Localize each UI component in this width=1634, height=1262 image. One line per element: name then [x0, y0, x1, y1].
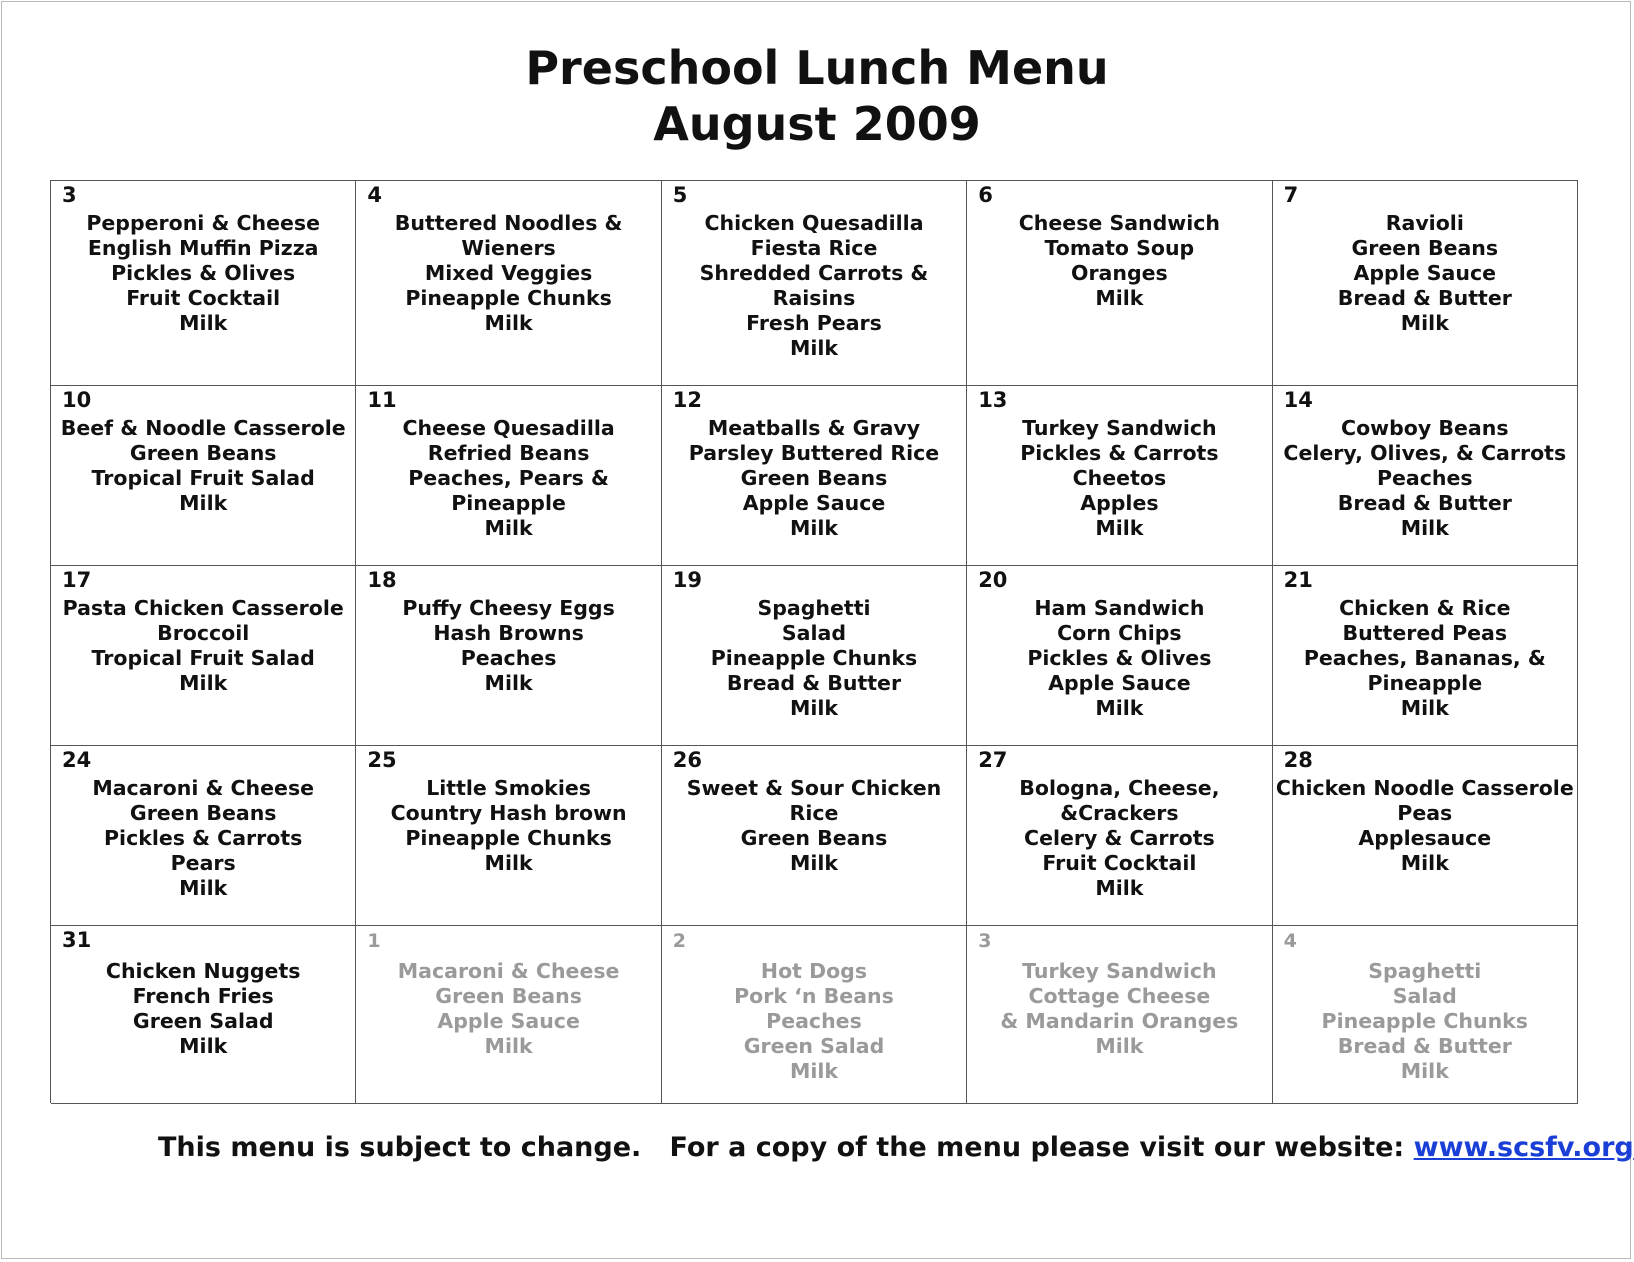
calendar-day — [1273, 386, 1578, 566]
menu-item: Milk — [1400, 311, 1449, 335]
menu-item: Milk — [484, 516, 533, 540]
day-number: 19 — [672, 568, 703, 592]
menu-item: Pork ‘n Beans — [734, 984, 894, 1008]
menu-item: Pepperoni & Cheese — [86, 211, 321, 235]
footer-text: This menu is subject to change. For a copy of the menu please visit our website: — [158, 1132, 1414, 1163]
menu-item: Country Hash brown — [390, 801, 627, 825]
menu-item: Ham Sandwich — [1034, 596, 1205, 620]
menu-item: Apple Sauce — [1353, 261, 1497, 285]
menu-item: Spaghetti — [757, 596, 871, 620]
calendar-day — [662, 746, 967, 926]
menu-item: Milk — [1400, 696, 1449, 720]
menu-item: Pineapple — [1367, 671, 1483, 695]
menu-item: Milk — [484, 671, 533, 695]
menu-item: Puffy Cheesy Eggs — [402, 596, 615, 620]
calendar-day — [967, 181, 1272, 386]
menu-item: Parsley Buttered Rice — [688, 441, 940, 465]
menu-item: Cheese Quesadilla — [402, 416, 615, 440]
calendar-day — [51, 181, 356, 386]
menu-item: Fresh Pears — [746, 311, 882, 335]
calendar-day — [662, 386, 967, 566]
menu-item: Pears — [170, 851, 236, 875]
menu-item: Bologna, Cheese, — [1019, 776, 1220, 800]
menu-item: Bread & Butter — [1337, 1034, 1512, 1058]
menu-items — [51, 596, 355, 696]
calendar-day-next-month — [662, 926, 967, 1104]
menu-items — [1273, 416, 1577, 541]
menu-item: Peaches — [460, 646, 557, 670]
day-number: 20 — [978, 568, 1008, 592]
day-number: 6 — [978, 183, 993, 207]
menu-item: Milk — [789, 516, 839, 540]
menu-item: Milk — [1400, 1059, 1449, 1083]
menu-item: Hash Browns — [433, 621, 584, 645]
footer-note — [158, 1134, 1634, 1161]
menu-item: Green Beans — [435, 984, 582, 1008]
menu-item: Wieners — [461, 236, 556, 260]
menu-item: Tropical Fruit Salad — [91, 646, 315, 670]
menu-item: Apples — [1080, 491, 1159, 515]
menu-item: Chicken & Rice — [1339, 596, 1511, 620]
menu-item: Milk — [179, 311, 228, 335]
menu-item: Little Smokies — [426, 776, 591, 800]
menu-item: Fiesta Rice — [750, 236, 878, 260]
website-link[interactable]: www.scsfv.org — [1413, 1132, 1634, 1163]
menu-item: Green Beans — [740, 466, 888, 490]
menu-item: Turkey Sandwich — [1022, 959, 1217, 983]
calendar-day-next-month — [1273, 926, 1578, 1104]
menu-item: Milk — [1095, 516, 1144, 540]
menu-item: Beef & Noodle Casserole — [60, 416, 346, 440]
menu-item: Milk — [179, 1034, 228, 1058]
page-title: Preschool Lunch Menu — [525, 41, 1109, 95]
menu-item: Peas — [1397, 801, 1453, 825]
calendar-day-next-month — [967, 926, 1272, 1104]
menu-item: Green Salad — [132, 1009, 274, 1033]
menu-item: Applesauce — [1358, 826, 1492, 850]
menu-items — [1273, 596, 1577, 721]
menu-item: Apple Sauce — [1048, 671, 1191, 695]
menu-item: Cowboy Beans — [1341, 416, 1509, 440]
menu-item: Milk — [1095, 696, 1144, 720]
menu-item: Milk — [1400, 851, 1449, 875]
menu-item: Oranges — [1071, 261, 1168, 285]
menu-items — [1273, 959, 1577, 1084]
menu-item: Sweet & Sour Chicken — [686, 776, 942, 800]
menu-item: Macaroni & Cheese — [92, 776, 315, 800]
calendar-day — [967, 386, 1272, 566]
menu-item: Milk — [1400, 516, 1449, 540]
calendar-day — [967, 746, 1272, 926]
menu-items — [356, 959, 660, 1059]
menu-item: Pineapple — [451, 491, 566, 515]
menu-item: Pasta Chicken Casserole — [62, 596, 344, 620]
menu-item: Cheese Sandwich — [1018, 211, 1221, 235]
menu-item: Spaghetti — [1368, 959, 1482, 983]
menu-items — [51, 776, 355, 901]
menu-item: Milk — [1095, 1034, 1144, 1058]
day-number: 4 — [367, 183, 383, 207]
menu-item: Chicken Noodle Casserole — [1275, 776, 1574, 800]
menu-items — [662, 959, 966, 1084]
menu-item: Cheetos — [1072, 466, 1167, 490]
menu-item: Milk — [484, 851, 533, 875]
menu-item: Salad — [781, 621, 847, 645]
menu-item: Pickles & Carrots — [104, 826, 303, 850]
menu-item: Mixed Veggies — [424, 261, 593, 285]
day-number: 2 — [672, 930, 687, 952]
day-number: 4 — [1283, 930, 1297, 952]
calendar-day — [356, 746, 661, 926]
menu-items — [967, 776, 1271, 901]
menu-item: Peaches — [766, 1009, 862, 1033]
menu-item: Tomato Soup — [1044, 236, 1195, 260]
menu-item: Milk — [789, 1059, 839, 1083]
menu-item: Milk — [179, 876, 228, 900]
menu-item: Corn Chips — [1057, 621, 1182, 645]
menu-items — [1273, 211, 1577, 336]
menu-item: Buttered Peas — [1342, 621, 1508, 645]
calendar-day — [51, 386, 356, 566]
menu-item: Milk — [484, 1034, 533, 1058]
menu-item: Milk — [789, 851, 839, 875]
calendar-day — [356, 566, 661, 746]
day-number: 3 — [62, 183, 77, 207]
calendar-day — [51, 926, 356, 1104]
menu-item: Bread & Butter — [1337, 286, 1512, 310]
menu-item: Tropical Fruit Salad — [91, 466, 315, 490]
menu-item: Meatballs & Gravy — [707, 416, 921, 440]
calendar-day — [662, 181, 967, 386]
menu-calendar — [50, 180, 1578, 1103]
menu-item: Rice — [789, 801, 839, 825]
menu-item: Milk — [789, 696, 839, 720]
menu-item: Milk — [1095, 876, 1144, 900]
calendar-day — [1273, 181, 1578, 386]
day-number: 10 — [62, 388, 92, 412]
menu-item: Cottage Cheese — [1028, 984, 1211, 1008]
menu-item: Macaroni & Cheese — [397, 959, 620, 983]
menu-item: Peaches, Bananas, & — [1303, 646, 1546, 670]
menu-item: Refried Beans — [427, 441, 590, 465]
menu-item: Pickles & Olives — [1027, 646, 1212, 670]
menu-item: Celery, Olives, & Carrots — [1283, 441, 1567, 465]
menu-item: Peaches, Pears & — [408, 466, 609, 490]
menu-item: Hot Dogs — [760, 959, 868, 983]
menu-item: Milk — [484, 311, 533, 335]
calendar-day — [51, 566, 356, 746]
menu-items — [662, 596, 966, 721]
menu-item: & Mandarin Oranges — [1000, 1009, 1239, 1033]
menu-items — [662, 416, 966, 541]
menu-item: Chicken Nuggets — [105, 959, 301, 983]
menu-item: Raisins — [772, 286, 856, 310]
calendar-day — [1273, 746, 1578, 926]
menu-item: Pineapple Chunks — [1321, 1009, 1529, 1033]
menu-item: Broccoil — [157, 621, 250, 645]
menu-item: Apple Sauce — [437, 1009, 580, 1033]
day-number: 17 — [62, 568, 92, 592]
menu-item: Apple Sauce — [742, 491, 886, 515]
menu-items — [356, 776, 660, 876]
day-number: 7 — [1283, 183, 1299, 207]
day-number: 27 — [978, 748, 1008, 772]
day-number: 18 — [367, 568, 397, 592]
menu-item: Fruit Cocktail — [126, 286, 281, 310]
menu-items — [662, 211, 966, 361]
menu-item: Peaches — [1376, 466, 1473, 490]
menu-item: &Crackers — [1060, 801, 1179, 825]
day-number: 14 — [1283, 388, 1313, 412]
menu-item: Turkey Sandwich — [1022, 416, 1217, 440]
menu-item: Shredded Carrots & — [699, 261, 929, 285]
menu-item: Pineapple Chunks — [405, 286, 612, 310]
day-number: 5 — [672, 183, 688, 207]
menu-item: Chicken Quesadilla — [704, 211, 924, 235]
calendar-day — [662, 566, 967, 746]
menu-item: Pickles & Carrots — [1020, 441, 1219, 465]
menu-item: Milk — [789, 336, 839, 360]
menu-item: Buttered Noodles & — [394, 211, 623, 235]
day-number: 3 — [978, 930, 992, 952]
menu-item: Ravioli — [1385, 211, 1464, 235]
menu-item: English Muffin Pizza — [87, 236, 319, 260]
menu-item: Salad — [1392, 984, 1457, 1008]
day-number: 24 — [62, 748, 92, 772]
menu-item: Green Beans — [1351, 236, 1499, 260]
day-number: 21 — [1283, 568, 1313, 592]
menu-item: Milk — [179, 671, 228, 695]
menu-items — [356, 596, 660, 696]
calendar-day — [356, 386, 661, 566]
menu-items — [51, 959, 355, 1059]
menu-items — [51, 211, 355, 336]
menu-item: Green Beans — [740, 826, 888, 850]
day-number: 12 — [672, 388, 703, 412]
menu-items — [356, 211, 660, 336]
menu-item: Pineapple Chunks — [710, 646, 918, 670]
calendar-day — [356, 181, 661, 386]
menu-items — [356, 416, 660, 541]
menu-items — [967, 416, 1271, 541]
menu-item: Bread & Butter — [726, 671, 902, 695]
menu-items — [967, 596, 1271, 721]
menu-items — [1273, 776, 1577, 876]
calendar-day-next-month — [356, 926, 661, 1104]
day-number: 31 — [62, 928, 92, 952]
menu-item: Pineapple Chunks — [405, 826, 612, 850]
day-number: 1 — [367, 930, 381, 952]
menu-item: Green Beans — [129, 441, 277, 465]
menu-item: Green Salad — [743, 1034, 885, 1058]
calendar-day — [1273, 566, 1578, 746]
menu-item: Green Beans — [129, 801, 277, 825]
menu-items — [662, 776, 966, 876]
menu-item: Bread & Butter — [1337, 491, 1512, 515]
menu-item: Pickles & Olives — [111, 261, 296, 285]
menu-items — [967, 211, 1271, 311]
calendar-day — [967, 566, 1272, 746]
menu-items — [51, 416, 355, 516]
menu-item: Celery & Carrots — [1024, 826, 1215, 850]
day-number: 26 — [672, 748, 703, 772]
calendar-day — [51, 746, 356, 926]
menu-items — [967, 959, 1271, 1059]
menu-item: Fruit Cocktail — [1042, 851, 1197, 875]
menu-item: Milk — [1095, 286, 1144, 310]
day-number: 28 — [1283, 748, 1313, 772]
menu-item: Milk — [179, 491, 228, 515]
day-number: 13 — [978, 388, 1008, 412]
day-number: 11 — [367, 388, 397, 412]
menu-item: French Fries — [132, 984, 274, 1008]
page-subtitle: August 2009 — [653, 97, 981, 151]
day-number: 25 — [367, 748, 397, 772]
